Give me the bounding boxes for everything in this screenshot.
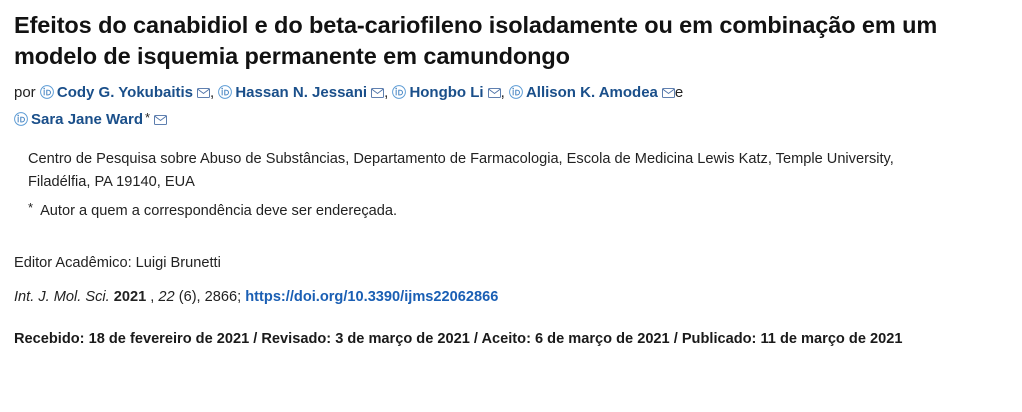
author-separator: , bbox=[210, 84, 215, 101]
journal-name: Int. J. Mol. Sci. bbox=[14, 289, 110, 305]
author-conjunction: e bbox=[674, 84, 684, 101]
by-label: por bbox=[14, 84, 36, 101]
email-icon[interactable] bbox=[371, 81, 384, 91]
page-title: Efeitos do canabidiol e do beta-cariofileno isoladamente ou em combinação em um modelo de isquemia permanente em camundongo bbox=[14, 12, 938, 69]
correspondence-marker: * bbox=[28, 200, 34, 215]
author-entry-1 bbox=[40, 84, 210, 101]
citation-line bbox=[14, 286, 1008, 308]
correspondence-text: Autor a quem a correspondência deve ser endereçada. bbox=[40, 203, 398, 219]
author-name-link[interactable]: Hongbo Li bbox=[409, 84, 484, 101]
author-name-link[interactable]: Allison K. Amodea bbox=[525, 84, 658, 101]
corresponding-author-marker: * bbox=[145, 110, 151, 125]
correspondence-note bbox=[14, 196, 1008, 223]
email-icon[interactable] bbox=[197, 81, 210, 91]
affiliation-text: Centro de Pesquisa sobre Abuso de Substâncias, Departamento de Farmacologia, Escola de Medicina Lewis Katz, Temple University, Filadélfia, PA 19140, EUA bbox=[28, 151, 894, 190]
doi-link[interactable]: https://doi.org/10.3390/ijms22062866 bbox=[245, 289, 499, 305]
author-entry-3 bbox=[392, 84, 500, 101]
orcid-icon[interactable] bbox=[218, 82, 232, 96]
author-name-link[interactable]: Cody G. Yokubaitis bbox=[56, 84, 193, 101]
orcid-icon[interactable] bbox=[392, 82, 406, 96]
author-entry-5 bbox=[14, 111, 167, 128]
author-entry-2 bbox=[218, 84, 384, 101]
author-list bbox=[14, 80, 1008, 132]
author-separator: , bbox=[384, 84, 389, 101]
author-name-link[interactable]: Sara Jane Ward bbox=[31, 111, 143, 128]
publication-history: Recebido: 18 de fevereiro de 2021 / Revisado: 3 de março de 2021 / Aceito: 6 de março de 2021 / Publicado: 11 de março de 2021 bbox=[14, 331, 903, 347]
email-icon[interactable] bbox=[662, 81, 675, 91]
orcid-icon[interactable] bbox=[509, 82, 523, 96]
academic-editor: Editor Acadêmico: Luigi Brunetti bbox=[14, 255, 221, 271]
author-name-link[interactable]: Hassan N. Jessani bbox=[235, 84, 368, 101]
citation-comma: , bbox=[150, 289, 155, 305]
orcid-icon[interactable] bbox=[14, 109, 28, 123]
citation-issue: (6), bbox=[178, 289, 201, 305]
citation-article-number: 2866; bbox=[204, 289, 242, 305]
orcid-icon[interactable] bbox=[40, 82, 54, 96]
email-icon[interactable] bbox=[488, 81, 501, 91]
author-entry-4 bbox=[509, 84, 675, 101]
email-icon[interactable] bbox=[154, 108, 167, 118]
citation-volume: 22 bbox=[158, 289, 175, 305]
citation-year: 2021 bbox=[113, 289, 147, 305]
author-separator: , bbox=[500, 84, 505, 101]
